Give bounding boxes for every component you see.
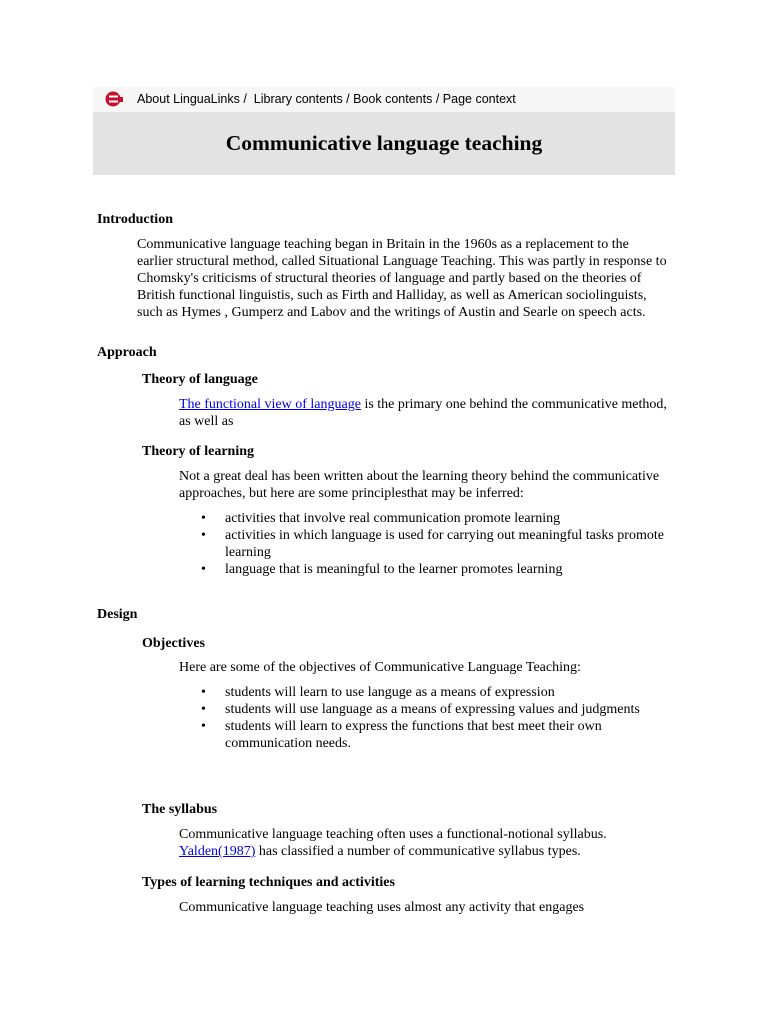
objectives-heading: Objectives <box>142 636 205 651</box>
theory-of-language-heading: Theory of language <box>142 372 258 387</box>
book-contents-link[interactable]: Book contents / <box>353 92 440 106</box>
techniques-text: Communicative language teaching uses almost any activity that engages <box>179 900 585 915</box>
syllabus-text-1: Communicative language teaching often uses a functional-notional syllabus. <box>179 827 607 842</box>
list-item: • students will learn to express the functions that best meet their own communication needs. <box>201 718 671 752</box>
theory-of-learning-heading: Theory of learning <box>142 444 254 459</box>
design-heading: Design <box>97 607 138 622</box>
introduction-text: Communicative language teaching began in Britain in the 1960s as a replacement to the earlier structural method, called Situational Language Teaching. This was partly in response to Chomsky's criticisms of structural theories of language and partly based on the theories of British functional linguistis, such as Firth and Halliday, as well as American sociolinguists, such as Hymes , Gumperz and Labov and the writings of Austin and Searle on speech acts. <box>137 237 667 320</box>
title-banner <box>93 112 675 175</box>
functional-view-link[interactable]: The functional view of language <box>179 397 361 412</box>
lingualinks-logo-icon[interactable] <box>105 91 123 107</box>
list-item: • students will use language as a means of expressing values and judgments <box>201 701 671 718</box>
theory-of-language-body: is the primary one behind the communicative method, as well as <box>179 397 667 429</box>
list-item: • language that is meaningful to the learner promotes learning <box>201 561 671 578</box>
theory-of-learning-text: Not a great deal has been written about the learning theory behind the communicative approaches, but here are some principlesthat may be inferred: <box>179 469 660 501</box>
page-title: Communicative language teaching <box>225 131 543 155</box>
techniques-heading: Types of learning techniques and activities <box>142 875 395 890</box>
theory-of-language-text <box>179 396 669 430</box>
learning-principles-list <box>201 510 671 578</box>
list-item: • students will learn to use languge as a means of expression <box>201 684 671 701</box>
yalden-link[interactable]: Yalden(1987) <box>179 844 256 859</box>
library-contents-link[interactable]: Library contents / <box>253 92 350 106</box>
navigation-bar <box>93 87 675 112</box>
page-context-link[interactable]: Page context <box>442 92 516 106</box>
objectives-list <box>201 684 671 752</box>
about-lingualinks-link[interactable]: About LinguaLinks / <box>137 92 247 106</box>
syllabus-text-2: has classified a number of communicative syllabus types. <box>255 844 581 859</box>
approach-heading: Approach <box>97 345 157 360</box>
objectives-text: Here are some of the objectives of Communicative Language Teaching: <box>179 660 581 675</box>
breadcrumb <box>137 92 516 106</box>
list-item: • activities in which language is used for carrying out meaningful tasks promote learning <box>201 527 671 561</box>
syllabus-heading: The syllabus <box>142 802 218 817</box>
syllabus-text <box>179 826 669 860</box>
introduction-heading: Introduction <box>97 212 173 227</box>
list-item: • activities that involve real communication promote learning <box>201 510 671 527</box>
